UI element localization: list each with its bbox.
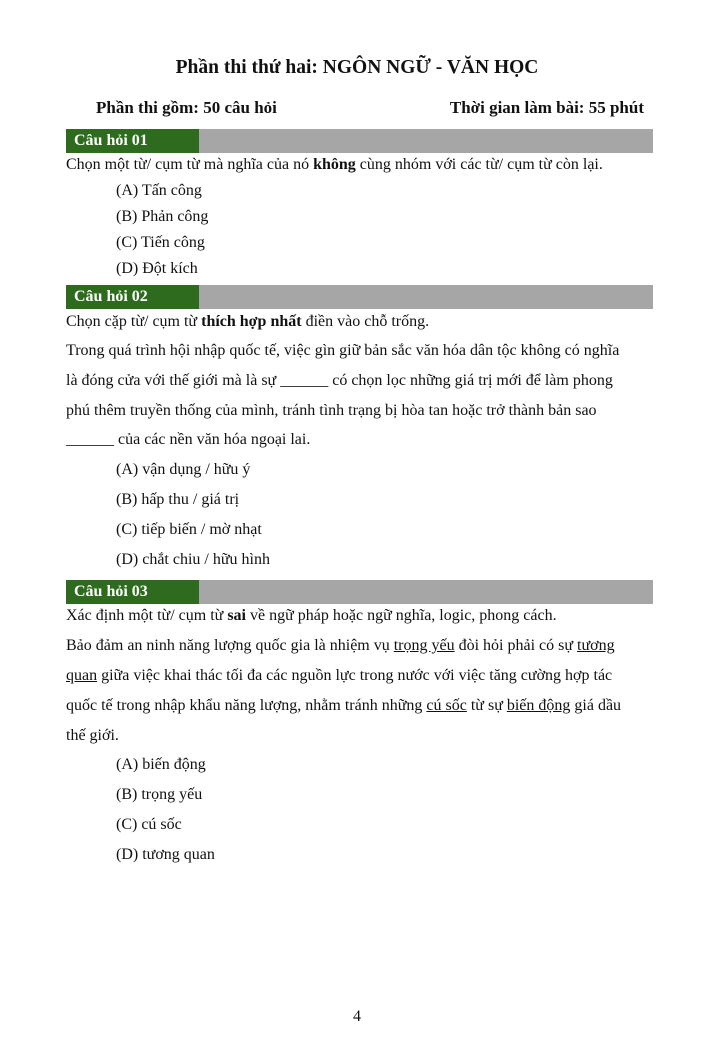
answer-option[interactable]: (B) Phản công bbox=[116, 208, 209, 225]
passage-line: Bảo đảm an ninh năng lượng quốc gia là nhiệm vụ trọng yếu đòi hỏi phải có sự tương bbox=[66, 637, 615, 654]
underlined-term: cú sốc bbox=[426, 697, 467, 714]
underlined-term: biến động bbox=[506, 697, 571, 714]
passage-line: phú thêm truyền thống của mình, tránh tình trạng bị hòa tan hoặc trở thành bản sao bbox=[66, 402, 597, 419]
passage-line: quốc tế trong nhập khẩu năng lượng, nhằm tránh những cú sốc từ sự biến động giá dầu bbox=[66, 697, 622, 714]
question-label: Câu hỏi 02 bbox=[66, 285, 199, 309]
question-count: Phần thi gồm: 50 câu hỏi bbox=[96, 98, 277, 117]
answer-option[interactable]: (D) chắt chiu / hữu hình bbox=[116, 551, 270, 568]
answer-option[interactable]: (C) Tiến công bbox=[116, 234, 205, 251]
passage-line: quan giữa việc khai thác tối đa các nguồn lực trong nước với việc tăng cường hợp tác bbox=[66, 667, 613, 684]
answer-option[interactable]: (B) trọng yếu bbox=[116, 786, 203, 803]
answer-option[interactable]: (B) hấp thu / giá trị bbox=[116, 491, 240, 508]
page-title: Phần thi thứ hai: NGÔN NGỮ - VĂN HỌC bbox=[175, 57, 539, 78]
question-label: Câu hỏi 01 bbox=[66, 129, 199, 153]
page-number: 4 bbox=[353, 1008, 361, 1025]
underlined-term: trọng yếu bbox=[393, 637, 455, 654]
passage-line: thế giới. bbox=[66, 727, 119, 744]
question-prompt: Chọn cặp từ/ cụm từ thích hợp nhất điền vào chỗ trống. bbox=[66, 313, 430, 330]
answer-option[interactable]: (A) vận dụng / hữu ý bbox=[116, 461, 251, 478]
answer-option[interactable]: (D) tương quan bbox=[116, 846, 215, 863]
question-header-03 bbox=[66, 580, 653, 604]
passage-line: là đóng cửa với thế giới mà là sự ______ có chọn lọc những giá trị mới để làm phong bbox=[66, 372, 613, 389]
passage-line: ______ của các nền văn hóa ngoại lai. bbox=[66, 431, 311, 448]
question-label: Câu hỏi 03 bbox=[66, 580, 199, 604]
underlined-term: tương bbox=[577, 637, 615, 654]
answer-option[interactable]: (A) biến động bbox=[116, 756, 206, 773]
question-prompt: Xác định một từ/ cụm từ sai về ngữ pháp hoặc ngữ nghĩa, logic, phong cách. bbox=[66, 607, 557, 624]
passage-line: Trong quá trình hội nhập quốc tế, việc gìn giữ bản sắc văn hóa dân tộc không có nghĩa bbox=[66, 342, 620, 359]
underlined-term: quan bbox=[66, 667, 98, 684]
answer-option[interactable]: (C) cú sốc bbox=[116, 816, 182, 833]
question-header-02 bbox=[66, 285, 653, 309]
answer-option[interactable]: (A) Tấn công bbox=[116, 182, 202, 199]
time-limit: Thời gian làm bài: 55 phút bbox=[449, 98, 644, 117]
answer-option[interactable]: (D) Đột kích bbox=[116, 260, 198, 277]
answer-option[interactable]: (C) tiếp biến / mờ nhạt bbox=[116, 521, 262, 538]
question-header-01 bbox=[66, 129, 653, 153]
question-prompt: Chọn một từ/ cụm từ mà nghĩa của nó không cùng nhóm với các từ/ cụm từ còn lại. bbox=[66, 156, 603, 173]
